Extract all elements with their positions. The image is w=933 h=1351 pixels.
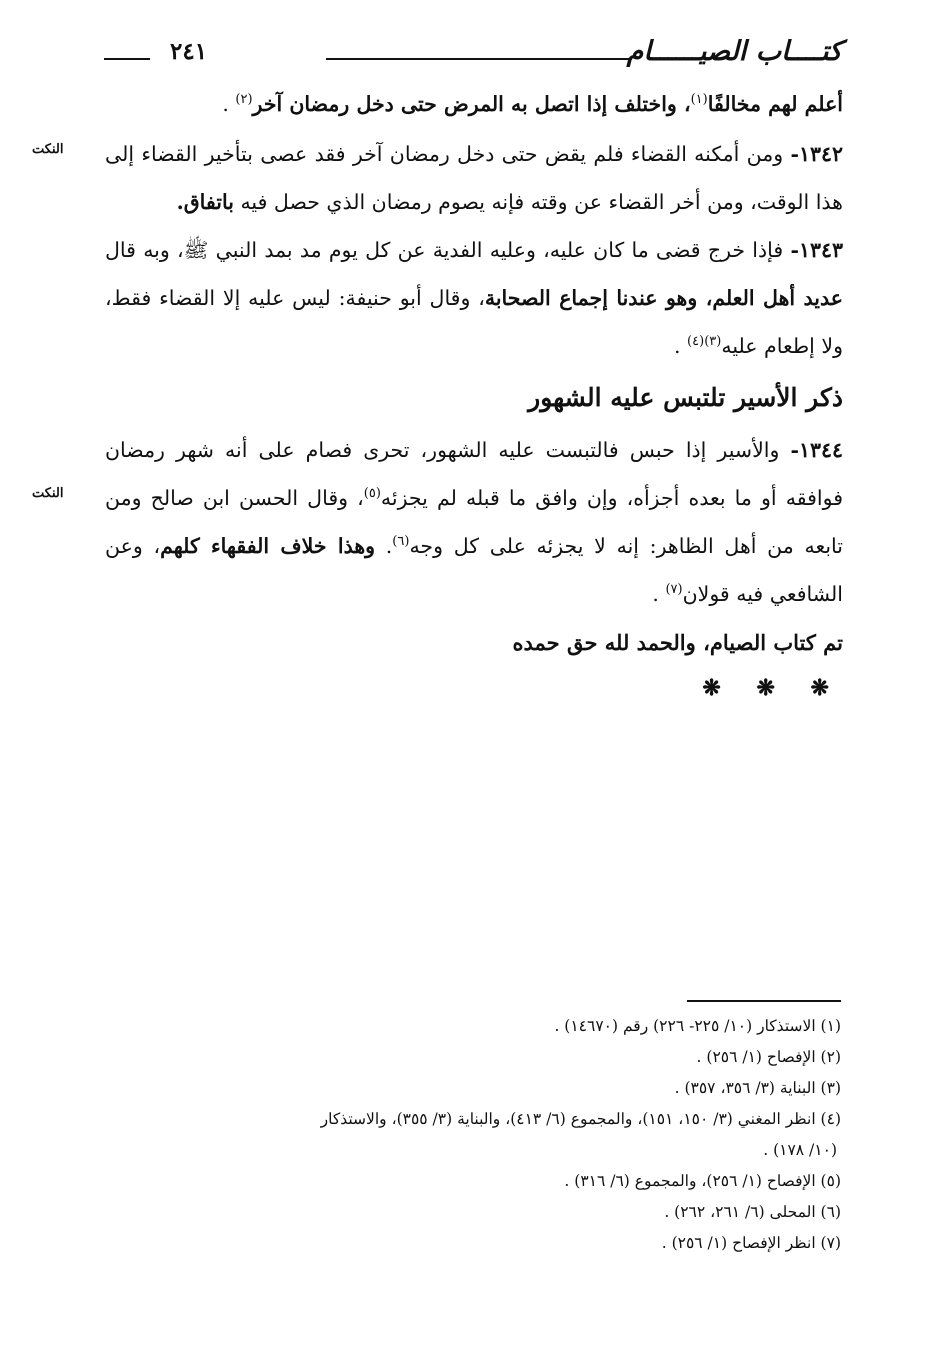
header-title: كتــــاب الصيــــــام xyxy=(626,36,842,67)
paragraph-number: ١٣٤٢- xyxy=(790,142,843,166)
footnote-ref-5: (٥) xyxy=(363,486,381,502)
footnote-ref-4: (٤) xyxy=(687,334,705,350)
text-run: ، وقال الحسن ابن صالح ومن تابعه من أهل الظاهر: إنه لا يجزئه على كل وجه xyxy=(105,486,844,558)
bold-phrase: وهذا خلاف الفقهاء كلهم xyxy=(160,534,376,558)
footnote-separator xyxy=(687,1000,841,1002)
paragraph-1342 xyxy=(105,130,843,226)
margin-note-2: النكت xyxy=(32,486,64,501)
bold-phrase: أعلم لهم مخالفًا xyxy=(707,92,843,116)
text-run: . xyxy=(674,334,688,358)
footnote-7: (٧) انظر الإفصاح (١/ ٢٥٦) . xyxy=(661,1234,841,1252)
paragraph-continuation xyxy=(105,80,843,128)
text-run: . xyxy=(375,534,393,558)
text-run: ، واختلف إذا اتصل به المرض حتى دخل رمضان آخر xyxy=(252,92,691,116)
footnote-2: (٢) الإفصاح (١/ ٢٥٦) . xyxy=(696,1048,841,1066)
footnote-4: (٤) انظر المغني (٣/ ١٥٠، ١٥١)، والمجموع (٦/ ٤١٣)، والبناية (٣/ ٣٥٥)، والاستذكار xyxy=(320,1110,841,1128)
footnote-ref-6: (٦) xyxy=(392,534,410,550)
footnote-ref-3: (٣) xyxy=(704,334,722,350)
footnote-3: (٣) البناية (٣/ ٣٥٦، ٣٥٧) . xyxy=(674,1079,841,1097)
text-run: ، وعن الشافعي فيه قولان xyxy=(105,534,843,606)
footnote-5: (٥) الإفصاح (١/ ٢٥٦)، والمجموع (٦/ ٣١٦) . xyxy=(564,1172,841,1190)
section-heading: ذكر الأسير تلتبس عليه الشهور xyxy=(528,383,843,412)
text-run: . xyxy=(652,582,666,606)
paragraph-number: ١٣٤٤- xyxy=(790,438,843,462)
bold-phrase: عديد أهل العلم، وهو عندنا إجماع الصحابة xyxy=(484,286,843,310)
paragraph-number: ١٣٤٣- xyxy=(790,238,843,262)
footnote-ref-1: (١) xyxy=(690,92,708,108)
footnotes xyxy=(103,1011,841,1259)
header-rule-long xyxy=(326,58,632,60)
running-header xyxy=(104,36,842,70)
closing-line: تم كتاب الصيام، والحمد لله حق حمده xyxy=(512,630,843,655)
page-number: ٢٤١ xyxy=(170,38,208,65)
footnote-4-continuation: (١٠/ ١٧٨) . xyxy=(763,1141,837,1159)
text-run: ومن أمكنه القضاء فلم يقض حتى دخل رمضان آخر فقد عصى بتأخير القضاء إلى هذا الوقت، ومن أخر القضاء عن وقته فإنه يصوم رمضان الذي حصل فيه xyxy=(105,142,843,214)
text-run: ، وقال أبو حنيفة: ليس عليه إلا القضاء فقط، ولا إطعام عليه xyxy=(105,286,843,358)
footnote-ref-2: (٢) xyxy=(235,92,253,108)
bold-phrase: باتفاق. xyxy=(176,190,234,214)
text-run: فإذا خرج قضى ما كان عليه، وعليه الفدية عن كل يوم مد بمد النبي ﷺ، وبه قال xyxy=(105,238,791,262)
paragraph-1343 xyxy=(105,226,843,370)
text-run: والأسير إذا حبس فالتبست عليه الشهور، تحرى فصام على أنه شهر رمضان فوافقه أو ما بعده أجزأه، وإن وافق ما قبله لم يجزئه xyxy=(105,438,843,510)
ornament-stars: ❋ ❋ ❋ xyxy=(702,675,843,701)
footnote-6: (٦) المحلى (٦/ ٢٦١، ٢٦٢) . xyxy=(664,1203,841,1221)
text-run: . xyxy=(222,92,236,116)
margin-note-1: النكت xyxy=(32,142,64,157)
main-text xyxy=(105,80,843,708)
header-rule-short xyxy=(104,58,150,60)
footnote-ref-7: (٧) xyxy=(665,582,683,598)
footnote-1: (١) الاستذكار (١٠/ ٢٢٥- ٢٢٦) رقم (١٤٦٧٠) . xyxy=(554,1017,841,1035)
paragraph-1344 xyxy=(105,426,843,618)
